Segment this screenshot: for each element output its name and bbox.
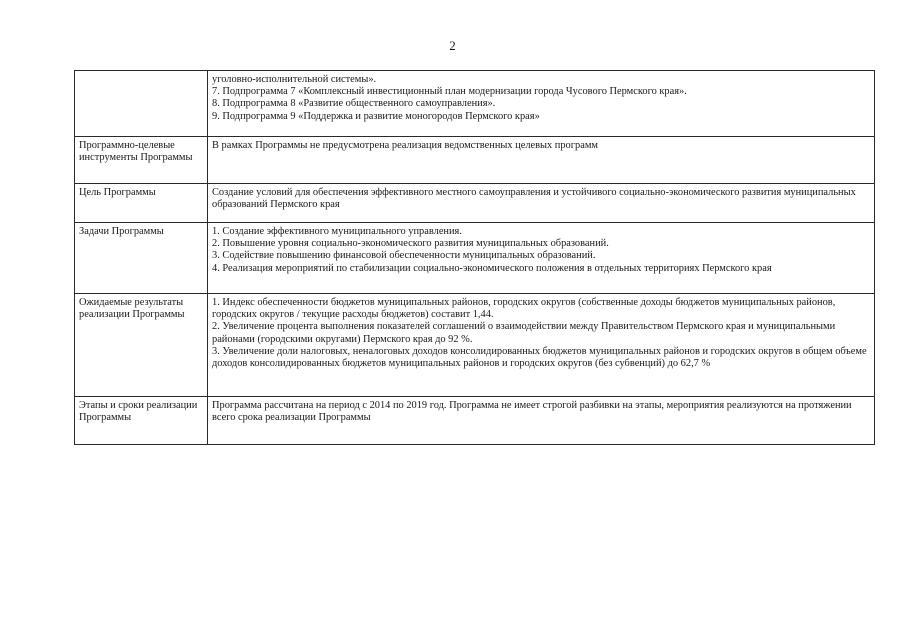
row-text: В рамках Программы не предусмотрена реализация ведомственных целевых программ [212, 140, 598, 151]
list-item: 1. Индекс обеспеченности бюджетов муниципальных районов, городских округов (собственные доходы бюджетов муниципальных районов, городских округов / текущие расходы бюджетов) составит 1,44. [212, 297, 836, 321]
row-value [208, 294, 875, 397]
row-label [75, 71, 208, 137]
program-passport-table [74, 70, 875, 445]
table-row-expected-results [75, 294, 875, 397]
list-item: 2. Увеличение процента выполнения показателей соглашений о взаимодействии между Правительством Пермского края и муниципальными районами (городскими округами) Пермского края до 92 %. [212, 321, 836, 345]
row-label: Ожидаемые результаты реализации Программы [75, 294, 208, 397]
list-item: 8. Подпрограмма 8 «Развитие общественного самоуправления». [212, 98, 496, 110]
list-item: 1. Создание эффективного муниципального управления. [212, 226, 462, 237]
row-label: Этапы и сроки реализации Программы [75, 397, 208, 445]
row-label: Программно-целевые инструменты Программы [75, 137, 208, 184]
table-row-instruments [75, 137, 875, 184]
row-value [208, 184, 875, 223]
row-label: Задачи Программы [75, 223, 208, 294]
list-item: 7. Подпрограмма 7 «Комплексный инвестиционный план модернизации города Чусового Пермского края». [212, 86, 687, 98]
list-item: 9. Подпрограмма 9 «Поддержка и развитие моногородов Пермского края» [212, 110, 540, 122]
page-number: 2 [449, 38, 456, 53]
list-item: 3. Увеличение доли налоговых, неналоговых доходов консолидированных бюджетов муниципальных районов и городских округов в общем объеме доходов консолидированных бюджетов муниципальных районов и городских округов (без субвенций) до 62,7 % [212, 345, 867, 370]
table-row-goal [75, 184, 875, 223]
list-item: уголовно-исполнительной системы». [212, 74, 377, 85]
row-value [208, 137, 875, 184]
row-value [208, 397, 875, 445]
list-item: 4. Реализация мероприятий по стабилизации социально-экономического положения в отдельных территориях Пермского края [212, 262, 772, 274]
list-item: 2. Повышение уровня социально-экономического развития муниципальных образований. [212, 238, 609, 250]
row-label: Цель Программы [75, 184, 208, 223]
table-row-tasks [75, 223, 875, 294]
table-row-subprograms [75, 71, 875, 137]
row-value [208, 71, 875, 137]
row-value [208, 223, 875, 294]
row-text: Создание условий для обеспечения эффективного местного самоуправления и устойчивого социально-экономического развития муниципальных образований Пермского края [212, 187, 856, 211]
row-text: Программа рассчитана на период с 2014 по 2019 год. Программа не имеет строгой разбивки на этапы, мероприятия реализуются на протяжении всего срока реализации Программы [212, 400, 852, 424]
list-item: 3. Содействие повышению финансовой обеспеченности муниципальных образований. [212, 250, 596, 262]
table-row-stages [75, 397, 875, 445]
